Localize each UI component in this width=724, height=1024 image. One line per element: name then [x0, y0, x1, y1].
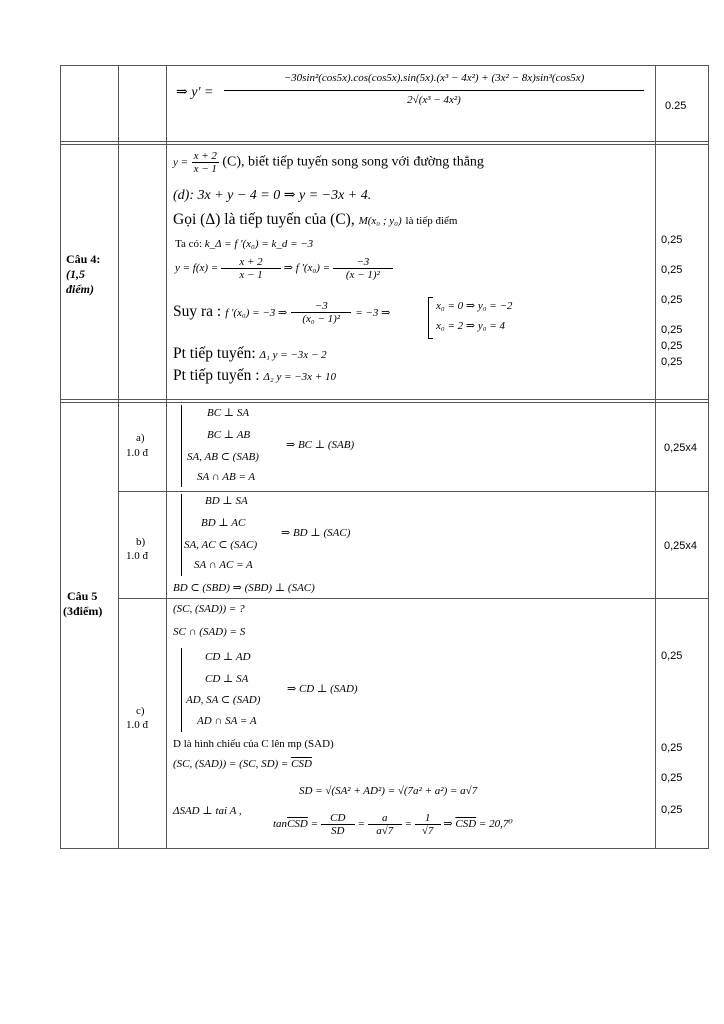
line5-math-b: ⇒ f '(x₀) = — [283, 262, 331, 275]
derivative-prefix: ⇒ y' = — [176, 85, 214, 100]
line5-den2: (x − 1)² — [333, 268, 393, 281]
func-den: x − 1 — [193, 163, 217, 175]
line6-math: f '(x₀) = −3 ⇒ — [225, 307, 288, 320]
system-line: BD ⊥ AC — [201, 517, 246, 529]
system-line: CD ⊥ AD — [205, 651, 251, 663]
line5 — [175, 256, 393, 281]
line8-math: Δ₂ y = −3x + 10 — [263, 371, 336, 383]
part-a-points: 1.0 đ — [126, 447, 148, 459]
score: 0,25 — [661, 234, 683, 246]
case-2: x₀ = 2 ⇒ y₀ = 4 — [436, 320, 505, 332]
tan-line — [273, 812, 513, 837]
row-divider — [61, 141, 708, 142]
line5-num2: −3 — [356, 256, 370, 268]
row-divider — [61, 402, 708, 403]
part-b-label: b) — [136, 536, 146, 548]
line5-num: x + 2 — [239, 256, 263, 268]
tan-prefix: tan — [273, 818, 288, 831]
system-conclusion: ⇒ BD ⊥ (SAC) — [281, 527, 351, 539]
system-line: CD ⊥ SA — [205, 673, 249, 685]
tan-fraction-3 — [415, 812, 441, 837]
extra-line: BD ⊂ (SBD) ⇒ (SBD) ⊥ (SAC) — [173, 582, 315, 594]
system-line: SA, AC ⊂ (SAC) — [184, 539, 258, 551]
system-brace — [181, 494, 182, 576]
line6-math-b: = −3 ⇒ — [355, 307, 391, 320]
line6-den: (x₀ − 1)² — [291, 312, 351, 325]
line4-text: Ta có: — [175, 238, 203, 250]
line7-math: Δ₁ y = −3x − 2 — [259, 349, 327, 361]
derivative-numerator: −30sin²(cos5x).cos(cos5x).sin(5x).(x³ − 4x²) + (3x² − 8x)sin³(cos5x) — [283, 72, 585, 84]
system-line: AD, SA ⊂ (SAD) — [186, 694, 261, 706]
column-divider — [118, 66, 119, 848]
func-num: x + 2 — [193, 150, 217, 162]
question-label: Câu 5 — [67, 589, 98, 603]
line7 — [173, 345, 327, 363]
score: 0,25x4 — [664, 442, 698, 454]
score: 0,25 — [661, 650, 683, 662]
system-line: SA ∩ AC = A — [194, 559, 253, 571]
line3-math: M(x₀ ; y₀) — [358, 215, 402, 227]
line8-text: Pt tiếp tuyến : — [173, 367, 260, 384]
system-line: AD ∩ SA = A — [197, 715, 257, 727]
line6-num: −3 — [314, 300, 328, 312]
system-brace — [181, 648, 182, 732]
part-a-label: a) — [136, 432, 145, 444]
system-line: BC ⊥ SA — [207, 407, 250, 419]
part-c-points: 1.0 đ — [126, 719, 148, 731]
system-conclusion: ⇒ BC ⊥ (SAB) — [286, 439, 355, 451]
sd-line: SD = √(SA² + AD²) = √(7a² + a²) = a√7 — [299, 785, 478, 797]
fraction-bar — [224, 90, 644, 91]
score: 0,25 — [661, 264, 683, 276]
line5-fraction — [221, 256, 281, 281]
equals: = — [310, 818, 319, 831]
line6-text: Suy ra : — [173, 303, 222, 321]
angle-text: (SC, (SAD)) = (SC, SD) = — [173, 758, 289, 770]
result-angle: $\overline{CSD}$ — [455, 818, 477, 831]
projection-text: D là hình chiếu của C lên mp (SAD) — [173, 738, 334, 750]
implies: ⇒ — [443, 818, 453, 831]
score: 0,25 — [661, 294, 683, 306]
score: 0,25x4 — [664, 540, 698, 552]
system-brace — [181, 405, 182, 487]
row-divider — [118, 598, 708, 599]
tan-num3: 1 — [424, 812, 431, 824]
answer-table — [60, 65, 709, 849]
derivative-denominator: 2√(x³ − 4x²) — [407, 94, 461, 106]
tan-num1: CD — [330, 812, 346, 824]
question-label: Câu 4: — [66, 252, 101, 266]
line8 — [173, 367, 336, 385]
tan-den3: √7 — [415, 824, 441, 837]
c-line2: SC ∩ (SAD) = S — [173, 626, 246, 638]
equals: = — [404, 818, 412, 831]
column-divider — [166, 66, 167, 848]
angle-line — [173, 758, 312, 770]
func-fraction — [192, 150, 219, 175]
line5-den: x − 1 — [221, 268, 281, 281]
system-line: BD ⊥ SA — [205, 495, 248, 507]
column-divider — [655, 66, 656, 848]
tan-fraction-2 — [368, 812, 402, 837]
line4 — [175, 238, 313, 250]
score: 0,25 — [661, 772, 683, 784]
question-points: (1,5 — [66, 267, 85, 281]
line4-math: k_Δ = f '(x₀) = k_d = −3 — [204, 238, 314, 250]
line3-text-b: là tiếp điểm — [405, 215, 458, 227]
score: 0.25 — [665, 100, 687, 112]
line5-math: y = f(x) = — [175, 262, 219, 275]
angle-csd: $\overline{CSD}$ — [291, 758, 312, 770]
score: 0,25 — [661, 356, 683, 368]
case-1: x₀ = 0 ⇒ y₀ = −2 — [436, 300, 513, 312]
score: 0,25 — [661, 742, 683, 754]
line6 — [173, 300, 390, 325]
tan-angle: $\overline{CSD}$ — [287, 818, 308, 831]
system-line: SA, AB ⊂ (SAB) — [187, 451, 259, 463]
line3-text: Gọi (Δ) là tiếp tuyến của (C), — [173, 211, 355, 228]
question-points: (3điểm) — [63, 604, 103, 618]
line2: (d): 3x + y − 4 = 0 ⇒ y = −3x + 4. — [173, 188, 372, 203]
line7-text: Pt tiếp tuyến: — [173, 345, 256, 362]
question-points: điểm) — [66, 282, 94, 296]
tan-result: = 20,7⁰ — [478, 818, 513, 831]
line3 — [173, 211, 457, 229]
tan-num2: a — [381, 812, 388, 824]
line6-fraction — [291, 300, 351, 325]
system-conclusion: ⇒ CD ⊥ (SAD) — [287, 683, 358, 695]
part-c-label: c) — [136, 705, 145, 717]
row-divider — [61, 144, 708, 145]
part-b-points: 1.0 đ — [126, 550, 148, 562]
line1-text: (C), biết tiếp tuyến song song với đường thẳng — [222, 154, 484, 170]
triangle-text: ΔSAD ⊥ tai A , — [173, 805, 242, 817]
system-line: SA ∩ AB = A — [197, 471, 256, 483]
line-function — [173, 150, 484, 175]
row-divider — [118, 491, 708, 492]
tan-den2: a√7 — [368, 824, 402, 837]
case-bracket — [428, 297, 433, 339]
system-line: BC ⊥ AB — [207, 429, 251, 441]
score: 0,25 — [661, 324, 683, 336]
func-prefix: y = — [173, 156, 189, 169]
equals: = — [357, 818, 365, 831]
line5-fraction-2 — [333, 256, 393, 281]
c-line1: (SC, (SAD)) = ? — [173, 603, 245, 615]
tan-fraction-1 — [321, 812, 355, 837]
tan-den1: SD — [321, 824, 355, 837]
score: 0,25 — [661, 804, 683, 816]
score: 0,25 — [661, 340, 683, 352]
row-divider — [61, 399, 708, 400]
